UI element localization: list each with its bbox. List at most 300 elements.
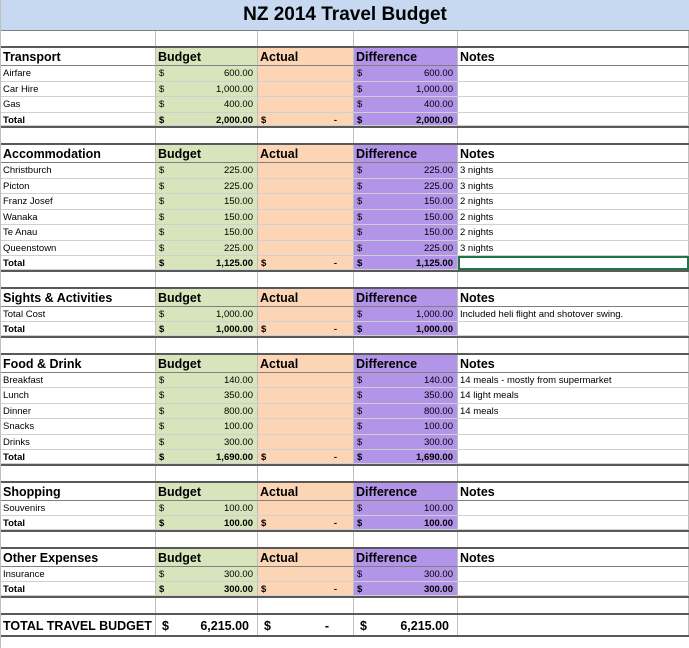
notes-cell[interactable] bbox=[458, 615, 689, 635]
table-row bbox=[1, 373, 689, 389]
budget-cell[interactable] bbox=[156, 373, 258, 389]
currency-symbol: $ bbox=[357, 390, 363, 401]
empty-cell[interactable] bbox=[258, 128, 354, 143]
total-label[interactable]: Total bbox=[1, 256, 156, 270]
difference-header[interactable]: Difference bbox=[354, 289, 458, 307]
empty-cell[interactable] bbox=[258, 338, 354, 353]
budget-cell[interactable] bbox=[156, 435, 258, 451]
actual-cell[interactable] bbox=[258, 419, 354, 435]
actual-cell[interactable] bbox=[258, 373, 354, 389]
zero-dash: - bbox=[333, 258, 337, 269]
empty-cell[interactable] bbox=[458, 128, 689, 143]
budget-table bbox=[1, 31, 689, 637]
currency-symbol: $ bbox=[261, 518, 267, 529]
difference-amount: 350.00 bbox=[423, 390, 453, 401]
budget-amount: 300.00 bbox=[223, 568, 253, 580]
section-name[interactable]: Food & Drink bbox=[1, 355, 156, 373]
currency-symbol: $ bbox=[159, 421, 165, 432]
currency-symbol: $ bbox=[357, 211, 363, 223]
empty-cell[interactable] bbox=[258, 466, 354, 481]
difference-cell[interactable] bbox=[354, 419, 458, 435]
currency-symbol: $ bbox=[264, 618, 271, 633]
notes-header[interactable]: Notes bbox=[458, 483, 689, 501]
actual-header[interactable]: Actual bbox=[258, 483, 354, 501]
empty-cell[interactable] bbox=[1, 532, 156, 547]
difference-cell[interactable] bbox=[354, 163, 458, 179]
row-label[interactable]: Lunch bbox=[1, 388, 156, 404]
notes-cell[interactable] bbox=[458, 501, 689, 517]
empty-cell[interactable] bbox=[258, 272, 354, 287]
table-row bbox=[1, 419, 689, 435]
section-header-row bbox=[1, 355, 689, 373]
total-row bbox=[1, 450, 689, 466]
grand-total-actual-cell[interactable] bbox=[258, 615, 354, 635]
empty-cell[interactable] bbox=[156, 466, 258, 481]
difference-cell[interactable] bbox=[354, 501, 458, 517]
zero-dash: - bbox=[333, 584, 337, 595]
empty-cell[interactable] bbox=[458, 532, 689, 547]
currency-symbol: $ bbox=[159, 83, 165, 95]
empty-cell[interactable] bbox=[1, 338, 156, 353]
actual-cell[interactable] bbox=[258, 82, 354, 98]
difference-total-cell[interactable] bbox=[354, 516, 458, 530]
table-row bbox=[1, 241, 689, 257]
currency-symbol: $ bbox=[357, 308, 363, 320]
difference-header[interactable]: Difference bbox=[354, 48, 458, 66]
currency-symbol: $ bbox=[159, 68, 165, 79]
notes-cell[interactable] bbox=[458, 82, 689, 98]
difference-amount: 1,000.00 bbox=[416, 83, 453, 95]
empty-cell[interactable] bbox=[458, 598, 689, 613]
empty-cell[interactable] bbox=[156, 272, 258, 287]
currency-symbol: $ bbox=[159, 452, 165, 463]
budget-cell[interactable] bbox=[156, 404, 258, 420]
zero-dash: - bbox=[333, 518, 337, 529]
currency-symbol: $ bbox=[357, 114, 363, 126]
difference-cell[interactable] bbox=[354, 97, 458, 113]
budget-total-amount: 300.00 bbox=[223, 584, 253, 595]
actual-cell[interactable] bbox=[258, 307, 354, 323]
difference-amount: 150.00 bbox=[423, 227, 453, 238]
empty-cell[interactable] bbox=[458, 338, 689, 353]
actual-total-cell[interactable] bbox=[258, 256, 354, 270]
budget-cell[interactable] bbox=[156, 194, 258, 210]
grand-total-difference-cell[interactable] bbox=[354, 615, 458, 635]
difference-total-amount: 300.00 bbox=[423, 584, 453, 595]
actual-cell[interactable] bbox=[258, 163, 354, 179]
currency-symbol: $ bbox=[159, 405, 165, 417]
currency-symbol: $ bbox=[159, 518, 165, 529]
currency-symbol: $ bbox=[261, 584, 267, 595]
currency-symbol: $ bbox=[159, 165, 165, 176]
difference-total-cell[interactable] bbox=[354, 582, 458, 596]
actual-total-cell[interactable] bbox=[258, 322, 354, 336]
actual-cell[interactable] bbox=[258, 435, 354, 451]
total-label[interactable]: Total bbox=[1, 516, 156, 530]
grand-total-budget: 6,215.00 bbox=[200, 618, 249, 633]
budget-amount: 225.00 bbox=[223, 242, 253, 254]
difference-amount: 140.00 bbox=[423, 374, 453, 386]
empty-cell[interactable] bbox=[354, 128, 458, 143]
empty-cell[interactable] bbox=[1, 128, 156, 143]
actual-total-cell[interactable] bbox=[258, 450, 354, 464]
budget-amount: 800.00 bbox=[223, 405, 253, 417]
difference-cell[interactable] bbox=[354, 388, 458, 404]
notes-cell[interactable] bbox=[458, 322, 689, 336]
budget-amount: 150.00 bbox=[223, 227, 253, 238]
actual-cell[interactable] bbox=[258, 66, 354, 82]
budget-amount: 300.00 bbox=[223, 436, 253, 448]
difference-amount: 150.00 bbox=[423, 211, 453, 223]
row-label[interactable]: Breakfast bbox=[1, 373, 156, 389]
section-name[interactable]: Shopping bbox=[1, 483, 156, 501]
actual-total-cell[interactable] bbox=[258, 113, 354, 127]
actual-cell[interactable] bbox=[258, 210, 354, 226]
currency-symbol: $ bbox=[357, 196, 363, 207]
difference-cell[interactable] bbox=[354, 404, 458, 420]
budget-cell[interactable] bbox=[156, 567, 258, 583]
budget-total-amount: 100.00 bbox=[223, 518, 253, 529]
notes-cell[interactable] bbox=[458, 516, 689, 530]
empty-cell[interactable] bbox=[258, 31, 354, 46]
actual-header[interactable]: Actual bbox=[258, 145, 354, 163]
section-name[interactable]: Transport bbox=[1, 48, 156, 66]
table-row bbox=[1, 388, 689, 404]
empty-cell[interactable] bbox=[156, 31, 258, 46]
table-row bbox=[1, 501, 689, 517]
notes-cell[interactable]: 3 nights bbox=[458, 179, 689, 195]
notes-cell[interactable] bbox=[458, 256, 689, 270]
row-label[interactable]: Snacks bbox=[1, 419, 156, 435]
empty-cell[interactable] bbox=[258, 598, 354, 613]
notes-header[interactable]: Notes bbox=[458, 549, 689, 567]
budget-cell[interactable] bbox=[156, 241, 258, 257]
currency-symbol: $ bbox=[261, 452, 267, 463]
difference-header[interactable]: Difference bbox=[354, 355, 458, 373]
currency-symbol: $ bbox=[357, 180, 363, 192]
section-header-row bbox=[1, 289, 689, 307]
empty-cell[interactable] bbox=[458, 272, 689, 287]
difference-amount: 100.00 bbox=[423, 502, 453, 514]
currency-symbol: $ bbox=[159, 114, 165, 126]
currency-symbol: $ bbox=[360, 618, 367, 633]
spacer-row bbox=[1, 598, 689, 615]
actual-cell[interactable] bbox=[258, 97, 354, 113]
budget-header[interactable]: Budget bbox=[156, 145, 258, 163]
currency-symbol: $ bbox=[159, 390, 165, 401]
budget-total-cell[interactable] bbox=[156, 516, 258, 530]
actual-cell[interactable] bbox=[258, 501, 354, 517]
section-name[interactable]: Other Expenses bbox=[1, 549, 156, 567]
empty-cell[interactable] bbox=[354, 598, 458, 613]
notes-cell[interactable]: 3 nights bbox=[458, 241, 689, 257]
difference-total-cell[interactable] bbox=[354, 322, 458, 336]
difference-header[interactable]: Difference bbox=[354, 145, 458, 163]
actual-header[interactable]: Actual bbox=[258, 48, 354, 66]
actual-header[interactable]: Actual bbox=[258, 549, 354, 567]
difference-amount: 600.00 bbox=[423, 68, 453, 79]
notes-cell[interactable] bbox=[458, 97, 689, 113]
empty-cell[interactable] bbox=[458, 466, 689, 481]
empty-cell[interactable] bbox=[1, 31, 156, 46]
zero-dash: - bbox=[333, 452, 337, 463]
table-row bbox=[1, 307, 689, 323]
currency-symbol: $ bbox=[159, 258, 165, 269]
empty-cell[interactable] bbox=[354, 532, 458, 547]
currency-symbol: $ bbox=[159, 196, 165, 207]
table-row bbox=[1, 404, 689, 420]
spacer-row bbox=[1, 128, 689, 145]
currency-symbol: $ bbox=[357, 452, 363, 463]
row-label[interactable]: Wanaka bbox=[1, 210, 156, 226]
notes-cell[interactable]: 14 light meals bbox=[458, 388, 689, 404]
difference-cell[interactable] bbox=[354, 82, 458, 98]
total-row bbox=[1, 322, 689, 338]
total-label[interactable]: Total bbox=[1, 582, 156, 596]
notes-cell[interactable]: 3 nights bbox=[458, 163, 689, 179]
difference-cell[interactable] bbox=[354, 179, 458, 195]
row-label[interactable]: Franz Josef bbox=[1, 194, 156, 210]
row-label[interactable]: Drinks bbox=[1, 435, 156, 451]
budget-amount: 400.00 bbox=[223, 99, 253, 110]
budget-cell[interactable] bbox=[156, 307, 258, 323]
budget-total-cell[interactable] bbox=[156, 450, 258, 464]
difference-total-cell[interactable] bbox=[354, 256, 458, 270]
currency-symbol: $ bbox=[357, 436, 363, 448]
total-row bbox=[1, 582, 689, 598]
difference-amount: 1,000.00 bbox=[416, 308, 453, 320]
currency-symbol: $ bbox=[159, 308, 165, 320]
actual-cell[interactable] bbox=[258, 179, 354, 195]
difference-cell[interactable] bbox=[354, 66, 458, 82]
currency-symbol: $ bbox=[162, 618, 169, 633]
budget-amount: 350.00 bbox=[223, 390, 253, 401]
difference-amount: 225.00 bbox=[423, 165, 453, 176]
notes-header[interactable]: Notes bbox=[458, 145, 689, 163]
empty-cell[interactable] bbox=[156, 338, 258, 353]
empty-cell[interactable] bbox=[354, 338, 458, 353]
actual-cell[interactable] bbox=[258, 388, 354, 404]
row-label[interactable]: Insurance bbox=[1, 567, 156, 583]
empty-cell[interactable] bbox=[156, 598, 258, 613]
budget-total-amount: 2,000.00 bbox=[216, 114, 253, 126]
spacer-row bbox=[1, 532, 689, 549]
notes-header[interactable]: Notes bbox=[458, 289, 689, 307]
row-label[interactable]: Souvenirs bbox=[1, 501, 156, 517]
currency-symbol: $ bbox=[159, 242, 165, 254]
row-label[interactable]: Dinner bbox=[1, 404, 156, 420]
empty-cell[interactable] bbox=[1, 272, 156, 287]
grand-total-label[interactable]: TOTAL TRAVEL BUDGET bbox=[1, 615, 156, 635]
budget-total-cell[interactable] bbox=[156, 582, 258, 596]
difference-total-amount: 2,000.00 bbox=[416, 114, 453, 126]
spacer-row bbox=[1, 31, 689, 48]
table-row bbox=[1, 225, 689, 241]
total-label[interactable]: Total bbox=[1, 450, 156, 464]
currency-symbol: $ bbox=[357, 83, 363, 95]
actual-cell[interactable] bbox=[258, 567, 354, 583]
difference-total-amount: 100.00 bbox=[423, 518, 453, 529]
currency-symbol: $ bbox=[357, 99, 363, 110]
empty-cell[interactable] bbox=[354, 272, 458, 287]
grand-total-row bbox=[1, 615, 689, 637]
difference-cell[interactable] bbox=[354, 241, 458, 257]
currency-symbol: $ bbox=[159, 374, 165, 386]
empty-cell[interactable] bbox=[354, 31, 458, 46]
section-header-row bbox=[1, 549, 689, 567]
notes-header[interactable]: Notes bbox=[458, 48, 689, 66]
budget-header[interactable]: Budget bbox=[156, 483, 258, 501]
budget-cell[interactable] bbox=[156, 66, 258, 82]
currency-symbol: $ bbox=[357, 324, 363, 335]
budget-total-cell[interactable] bbox=[156, 113, 258, 127]
difference-amount: 225.00 bbox=[423, 180, 453, 192]
table-row bbox=[1, 66, 689, 82]
actual-header[interactable]: Actual bbox=[258, 355, 354, 373]
zero-dash: - bbox=[324, 618, 329, 633]
empty-cell[interactable] bbox=[354, 466, 458, 481]
currency-symbol: $ bbox=[357, 242, 363, 254]
notes-cell[interactable]: Included heli flight and shotover swing. bbox=[458, 307, 689, 323]
actual-cell[interactable] bbox=[258, 404, 354, 420]
row-label[interactable]: Gas bbox=[1, 97, 156, 113]
notes-cell[interactable] bbox=[458, 450, 689, 464]
total-label[interactable]: Total bbox=[1, 322, 156, 336]
difference-amount: 150.00 bbox=[423, 196, 453, 207]
difference-cell[interactable] bbox=[354, 567, 458, 583]
notes-header[interactable]: Notes bbox=[458, 355, 689, 373]
budget-amount: 150.00 bbox=[223, 196, 253, 207]
currency-symbol: $ bbox=[357, 68, 363, 79]
currency-symbol: $ bbox=[357, 502, 363, 514]
currency-symbol: $ bbox=[357, 227, 363, 238]
budget-amount: 140.00 bbox=[223, 374, 253, 386]
currency-symbol: $ bbox=[159, 568, 165, 580]
currency-symbol: $ bbox=[159, 584, 165, 595]
budget-amount: 1,000.00 bbox=[216, 83, 253, 95]
difference-amount: 300.00 bbox=[423, 568, 453, 580]
budget-cell[interactable] bbox=[156, 82, 258, 98]
actual-cell[interactable] bbox=[258, 225, 354, 241]
row-label[interactable]: Car Hire bbox=[1, 82, 156, 98]
notes-cell[interactable]: 14 meals - mostly from supermarket bbox=[458, 373, 689, 389]
empty-cell[interactable] bbox=[156, 128, 258, 143]
row-label[interactable]: Picton bbox=[1, 179, 156, 195]
table-row bbox=[1, 179, 689, 195]
zero-dash: - bbox=[333, 114, 337, 126]
difference-total-cell[interactable] bbox=[354, 450, 458, 464]
spacer-row bbox=[1, 272, 689, 289]
budget-cell[interactable] bbox=[156, 179, 258, 195]
grand-total-budget-cell[interactable] bbox=[156, 615, 258, 635]
budget-cell[interactable] bbox=[156, 210, 258, 226]
currency-symbol: $ bbox=[357, 584, 363, 595]
sheet-title[interactable]: NZ 2014 Travel Budget bbox=[1, 0, 689, 31]
empty-cell[interactable] bbox=[1, 466, 156, 481]
budget-cell[interactable] bbox=[156, 225, 258, 241]
actual-cell[interactable] bbox=[258, 194, 354, 210]
budget-amount: 150.00 bbox=[223, 211, 253, 223]
empty-cell[interactable] bbox=[458, 31, 689, 46]
currency-symbol: $ bbox=[357, 568, 363, 580]
actual-header[interactable]: Actual bbox=[258, 289, 354, 307]
notes-cell[interactable]: 14 meals bbox=[458, 404, 689, 420]
notes-cell[interactable] bbox=[458, 567, 689, 583]
difference-total-cell[interactable] bbox=[354, 113, 458, 127]
total-row bbox=[1, 113, 689, 129]
difference-header[interactable]: Difference bbox=[354, 549, 458, 567]
difference-amount: 100.00 bbox=[423, 421, 453, 432]
difference-total-amount: 1,125.00 bbox=[416, 258, 453, 269]
difference-cell[interactable] bbox=[354, 435, 458, 451]
difference-cell[interactable] bbox=[354, 225, 458, 241]
spacer-row bbox=[1, 338, 689, 355]
currency-symbol: $ bbox=[159, 436, 165, 448]
budget-cell[interactable] bbox=[156, 419, 258, 435]
budget-total-cell[interactable] bbox=[156, 322, 258, 336]
actual-cell[interactable] bbox=[258, 241, 354, 257]
budget-cell[interactable] bbox=[156, 388, 258, 404]
total-label[interactable]: Total bbox=[1, 113, 156, 127]
currency-symbol: $ bbox=[159, 324, 165, 335]
budget-amount: 225.00 bbox=[223, 180, 253, 192]
actual-total-cell[interactable] bbox=[258, 516, 354, 530]
budget-header[interactable]: Budget bbox=[156, 355, 258, 373]
budget-header[interactable]: Budget bbox=[156, 289, 258, 307]
section-name[interactable]: Sights & Activities bbox=[1, 289, 156, 307]
currency-symbol: $ bbox=[159, 99, 165, 110]
notes-cell[interactable] bbox=[458, 435, 689, 451]
budget-cell[interactable] bbox=[156, 163, 258, 179]
row-label[interactable]: Total Cost bbox=[1, 307, 156, 323]
row-label[interactable]: Christburch bbox=[1, 163, 156, 179]
difference-cell[interactable] bbox=[354, 373, 458, 389]
difference-cell[interactable] bbox=[354, 307, 458, 323]
actual-total-cell[interactable] bbox=[258, 582, 354, 596]
empty-cell[interactable] bbox=[1, 598, 156, 613]
difference-cell[interactable] bbox=[354, 194, 458, 210]
table-row bbox=[1, 435, 689, 451]
section-name[interactable]: Accommodation bbox=[1, 145, 156, 163]
notes-cell[interactable]: 2 nights bbox=[458, 210, 689, 226]
table-row bbox=[1, 567, 689, 583]
budget-header[interactable]: Budget bbox=[156, 549, 258, 567]
empty-cell[interactable] bbox=[258, 532, 354, 547]
difference-cell[interactable] bbox=[354, 210, 458, 226]
currency-symbol: $ bbox=[357, 374, 363, 386]
currency-symbol: $ bbox=[357, 165, 363, 176]
row-label[interactable]: Te Anau bbox=[1, 225, 156, 241]
notes-cell[interactable] bbox=[458, 113, 689, 127]
notes-cell[interactable] bbox=[458, 582, 689, 596]
notes-cell[interactable] bbox=[458, 66, 689, 82]
currency-symbol: $ bbox=[357, 518, 363, 529]
budget-total-cell[interactable] bbox=[156, 256, 258, 270]
row-label[interactable]: Airfare bbox=[1, 66, 156, 82]
difference-header[interactable]: Difference bbox=[354, 483, 458, 501]
currency-symbol: $ bbox=[357, 405, 363, 417]
difference-total-amount: 1,690.00 bbox=[416, 452, 453, 463]
empty-cell[interactable] bbox=[156, 532, 258, 547]
notes-cell[interactable]: 2 nights bbox=[458, 194, 689, 210]
notes-cell[interactable]: 2 nights bbox=[458, 225, 689, 241]
row-label[interactable]: Queenstown bbox=[1, 241, 156, 257]
budget-cell[interactable] bbox=[156, 97, 258, 113]
table-row bbox=[1, 97, 689, 113]
notes-cell[interactable] bbox=[458, 419, 689, 435]
budget-cell[interactable] bbox=[156, 501, 258, 517]
budget-header[interactable]: Budget bbox=[156, 48, 258, 66]
